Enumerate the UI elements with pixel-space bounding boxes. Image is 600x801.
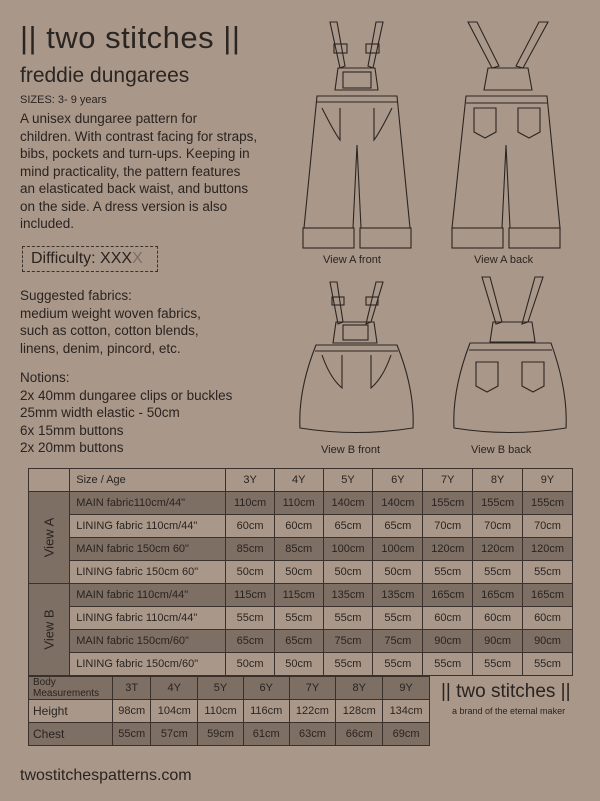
table-cell: 100cm: [323, 538, 373, 561]
table-header-cell: 6Y: [373, 469, 423, 492]
table-cell: 55cm: [323, 607, 373, 630]
table-cell: 60cm: [473, 607, 523, 630]
table-cell: 55cm: [523, 561, 573, 584]
measurement-cell: 57cm: [151, 723, 198, 746]
table-cell: 115cm: [274, 584, 323, 607]
fabrics-line: linens, denim, pincord, etc.: [20, 340, 181, 356]
table-cell: 55cm: [423, 561, 473, 584]
table-row: [29, 607, 573, 630]
table-cell: 165cm: [423, 584, 473, 607]
table-cell: 60cm: [274, 515, 323, 538]
table-header-cell: 7Y: [423, 469, 473, 492]
table-cell: 55cm: [323, 653, 373, 676]
measurements-row: [29, 723, 430, 746]
table-cell: 140cm: [323, 492, 373, 515]
measurements-header-cell: 3T: [113, 677, 151, 700]
table-cell: 65cm: [373, 515, 423, 538]
table-cell: 90cm: [473, 630, 523, 653]
table-cell: 70cm: [423, 515, 473, 538]
table-cell: 165cm: [523, 584, 573, 607]
table-row: [29, 538, 573, 561]
table-cell: 65cm: [323, 515, 373, 538]
fabric-requirements-table: [28, 468, 573, 676]
measurement-cell: 59cm: [198, 723, 244, 746]
notions: [20, 369, 280, 457]
row-label: LINING fabric 110cm/44": [70, 515, 226, 538]
table-header-cell: 9Y: [523, 469, 573, 492]
measurement-cell: 128cm: [336, 700, 383, 723]
table-cell: 55cm: [373, 653, 423, 676]
table-cell: 120cm: [473, 538, 523, 561]
table-cell: 75cm: [323, 630, 373, 653]
table-cell: 140cm: [373, 492, 423, 515]
measurement-cell: 122cm: [289, 700, 336, 723]
table-cell: 75cm: [373, 630, 423, 653]
table-cell: 100cm: [373, 538, 423, 561]
description-line: mind practicality, the pattern features: [20, 163, 241, 179]
measurement-cell: 116cm: [243, 700, 289, 723]
view-b-front-illustration: [300, 282, 413, 433]
fabrics-line: medium weight woven fabrics,: [20, 305, 201, 321]
table-cell: 110cm: [226, 492, 275, 515]
table-cell: 70cm: [523, 515, 573, 538]
row-label: MAIN fabric 110cm/44": [70, 584, 226, 607]
row-label: LINING fabric 150cm/60": [70, 653, 226, 676]
view-a-front-label: View A front: [323, 254, 381, 266]
description-line: an elasticated back waist, and buttons: [20, 181, 249, 196]
table-cell: 55cm: [473, 653, 523, 676]
table-cell: 120cm: [523, 538, 573, 561]
table-row: [29, 630, 573, 653]
row-label: LINING fabric 150cm 60": [70, 561, 226, 584]
row-label: MAIN fabric 150cm/60": [70, 630, 226, 653]
measurements-header-cell: 4Y: [151, 677, 198, 700]
table-cell: 65cm: [274, 630, 323, 653]
table-cell: 50cm: [274, 653, 323, 676]
table-header-cell: 8Y: [473, 469, 523, 492]
body-measurements-table: [28, 676, 430, 746]
table-row: [29, 561, 573, 584]
table-cell: 50cm: [274, 561, 323, 584]
difficulty-box: [22, 246, 158, 272]
measurement-cell: 63cm: [289, 723, 336, 746]
measurement-cell: 66cm: [336, 723, 383, 746]
description-line: children. With contrast facing for straps,: [20, 128, 258, 144]
view-b-back-illustration: [454, 277, 566, 433]
notions-line: 6x 15mm buttons: [20, 422, 124, 438]
row-label: MAIN fabric 150cm 60": [70, 538, 226, 561]
notions-line: 2x 40mm dungaree clips or buckles: [20, 387, 233, 403]
table-cell: 60cm: [423, 607, 473, 630]
measurements-row: [29, 700, 430, 723]
table-cell: 110cm: [274, 492, 323, 515]
table-row: [29, 653, 573, 676]
table-cell: 50cm: [226, 561, 275, 584]
suggested-fabrics: [20, 287, 280, 357]
measurement-cell: 55cm: [113, 723, 151, 746]
table-cell: 120cm: [423, 538, 473, 561]
table-cell: 60cm: [523, 607, 573, 630]
notions-line: 2x 20mm buttons: [20, 440, 124, 455]
sizes-range: SIZES: 3- 9 years: [20, 94, 107, 106]
row-label: LINING fabric 110cm/44": [70, 607, 226, 630]
view-a-back-label: View A back: [474, 254, 534, 266]
table-cell: 90cm: [423, 630, 473, 653]
view-b-back-label: View B back: [471, 444, 532, 456]
view-a-group-label: View A: [29, 492, 70, 584]
measurements-header-cell: 6Y: [243, 677, 289, 700]
row-label: MAIN fabric110cm/44": [70, 492, 226, 515]
pattern-name: freddie dungarees: [20, 64, 190, 87]
fabrics-line: Suggested fabrics:: [20, 288, 132, 303]
measurements-header-cell: 8Y: [336, 677, 383, 700]
measurement-label: Height: [29, 700, 113, 723]
table-cell: 65cm: [226, 630, 275, 653]
table-cell: 165cm: [473, 584, 523, 607]
table-cell: 70cm: [473, 515, 523, 538]
table-row: [29, 584, 573, 607]
table-cell: 115cm: [226, 584, 275, 607]
description-line: included.: [20, 216, 75, 231]
description-line: A unisex dungaree pattern for: [20, 111, 198, 126]
footer-tagline: a brand of the eternal maker: [452, 706, 566, 716]
table-header-cell: 3Y: [226, 469, 275, 492]
view-b-front-label: View B front: [321, 444, 381, 456]
measurements-header-row: [29, 677, 430, 700]
measurements-header-cell: 9Y: [383, 677, 430, 700]
table-cell: 135cm: [323, 584, 373, 607]
view-b-group-label: View B: [29, 584, 70, 676]
table-cell: 50cm: [323, 561, 373, 584]
measurement-cell: 61cm: [243, 723, 289, 746]
table-corner-blank: [29, 469, 70, 492]
measurements-corner-label: Body Measurements: [29, 677, 113, 700]
table-cell: 155cm: [473, 492, 523, 515]
table-cell: 85cm: [226, 538, 275, 561]
table-cell: 50cm: [373, 561, 423, 584]
table-cell: 60cm: [226, 515, 275, 538]
table-header-cell: 4Y: [274, 469, 323, 492]
brand-title: || two stitches ||: [20, 20, 241, 55]
measurements-header-cell: 5Y: [198, 677, 244, 700]
view-a-back-illustration: [452, 22, 560, 248]
view-a-front-illustration: [303, 22, 411, 248]
table-header-row: [29, 469, 573, 492]
table-cell: 55cm: [423, 653, 473, 676]
measurement-cell: 104cm: [151, 700, 198, 723]
measurements-header-cell: 7Y: [289, 677, 336, 700]
table-cell: 55cm: [226, 607, 275, 630]
table-cell: 155cm: [423, 492, 473, 515]
difficulty-label: Difficulty: XXX: [31, 250, 133, 267]
website-url: twostitchespatterns.com: [20, 767, 192, 784]
measurement-cell: 110cm: [198, 700, 244, 723]
notions-line: 25mm width elastic - 50cm: [20, 405, 180, 420]
table-header-cell: 5Y: [323, 469, 373, 492]
description-line: bibs, pockets and turn-ups. Keeping in: [20, 146, 250, 161]
table-cell: 55cm: [373, 607, 423, 630]
table-corner-label: Size / Age: [70, 469, 226, 492]
table-cell: 90cm: [523, 630, 573, 653]
measurement-cell: 134cm: [383, 700, 430, 723]
fabrics-line: such as cotton, cotton blends,: [20, 323, 199, 338]
table-cell: 85cm: [274, 538, 323, 561]
notions-line: Notions:: [20, 370, 70, 385]
table-cell: 50cm: [226, 653, 275, 676]
measurement-cell: 69cm: [383, 723, 430, 746]
table-cell: 55cm: [523, 653, 573, 676]
table-cell: 135cm: [373, 584, 423, 607]
table-row: [29, 515, 573, 538]
measurement-label: Chest: [29, 723, 113, 746]
table-row: [29, 492, 573, 515]
measurement-cell: 98cm: [113, 700, 151, 723]
table-cell: 55cm: [473, 561, 523, 584]
table-cell: 55cm: [274, 607, 323, 630]
difficulty-faded-mark: X: [132, 250, 143, 267]
table-cell: 155cm: [523, 492, 573, 515]
description: [20, 110, 282, 233]
description-line: on the side. A dress version is also: [20, 198, 228, 214]
footer-brand: || two stitches ||: [441, 681, 571, 702]
